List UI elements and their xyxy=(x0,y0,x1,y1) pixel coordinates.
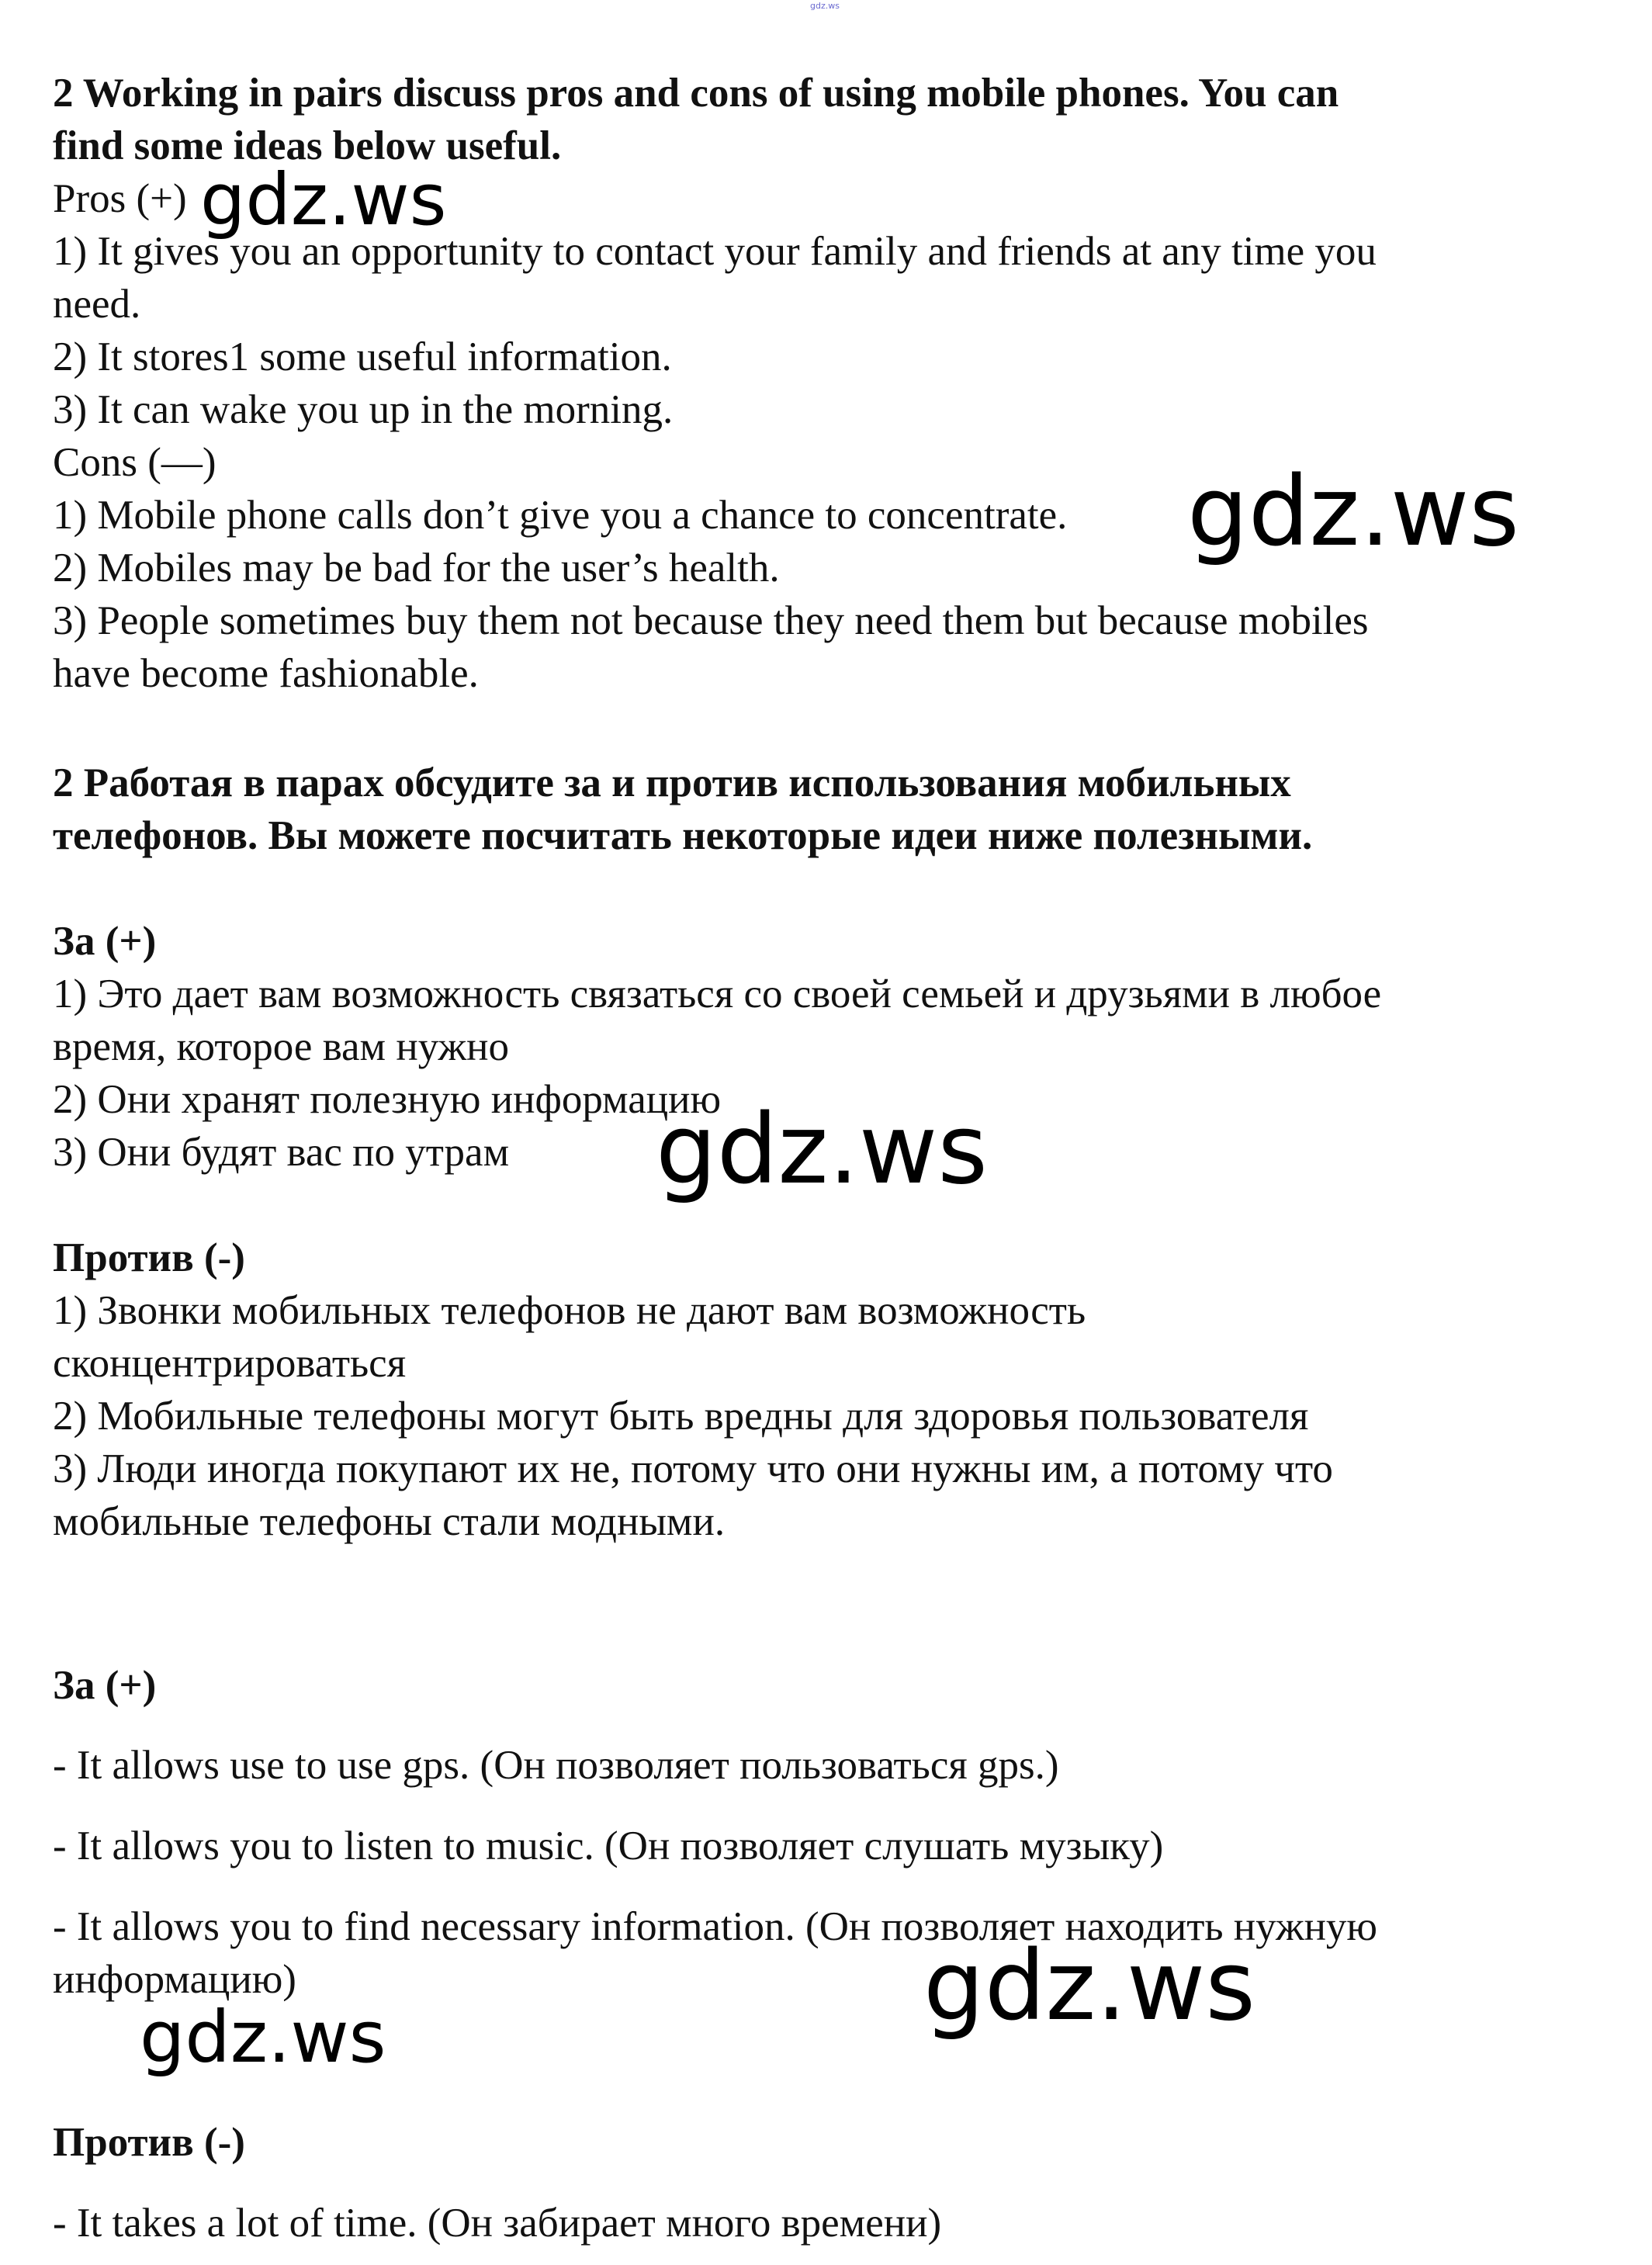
english-task-title-line-2: find some ideas below useful. xyxy=(53,123,562,168)
extra-cons-item: - It takes a lot of time. (Он забирает много времени) xyxy=(53,2201,942,2246)
english-cons-item: 3) People sometimes buy them not because they need them but because mobiles xyxy=(53,598,1369,643)
russian-cons-item: 2) Мобильные телефоны могут быть вредны для здоровья пользователя xyxy=(53,1394,1309,1439)
watermark: gdz.ws xyxy=(140,1996,386,2079)
russian-cons-item: 3) Люди иногда покупают их не, потому что они нужны им, а потому что xyxy=(53,1446,1333,1491)
extra-pros-heading: За (+) xyxy=(53,1663,157,1708)
watermark: gdz.ws xyxy=(1187,456,1519,568)
watermark: gdz.ws xyxy=(923,1931,1255,2042)
russian-pros-heading: За (+) xyxy=(53,919,157,964)
english-pros-heading: Pros (+) xyxy=(53,176,187,221)
watermark: gdz.ws xyxy=(200,158,447,241)
russian-task-title-line-2: телефонов. Вы можете посчитать некоторые идеи ниже полезными. xyxy=(53,813,1313,858)
watermark: gdz.ws xyxy=(656,1094,988,1206)
english-cons-item: have become fashionable. xyxy=(53,651,479,696)
header-watermark: gdz.ws xyxy=(810,1,840,11)
english-pros-item: 3) It can wake you up in the morning. xyxy=(53,387,674,432)
russian-pros-item: время, которое вам нужно xyxy=(53,1024,509,1069)
english-task-title-line-1: 2 Working in pairs discuss pros and cons of using mobile phones. You can xyxy=(53,71,1339,116)
english-pros-item: need. xyxy=(53,282,141,327)
russian-task-title-line-1: 2 Работая в парах обсудите за и против использования мобильных xyxy=(53,760,1291,805)
english-cons-heading: Cons (—) xyxy=(53,440,216,485)
russian-cons-item: 1) Звонки мобильных телефонов не дают вам возможность xyxy=(53,1288,1086,1333)
extra-cons-heading: Против (-) xyxy=(53,2120,245,2165)
english-cons-item: 1) Mobile phone calls don’t give you a chance to concentrate. xyxy=(53,493,1068,538)
english-cons-item: 2) Mobiles may be bad for the user’s health. xyxy=(53,545,780,590)
russian-pros-item: 1) Это дает вам возможность связаться со своей семьей и друзьями в любое xyxy=(53,971,1382,1016)
english-pros-item: 1) It gives you an opportunity to contact your family and friends at any time you xyxy=(53,229,1377,274)
extra-pros-item: - It allows use to use gps. (Он позволяет пользоваться gps.) xyxy=(53,1743,1059,1788)
russian-cons-item: сконцентрироваться xyxy=(53,1341,407,1386)
russian-pros-item: 3) Они будят вас по утрам xyxy=(53,1130,510,1175)
russian-cons-item: мобильные телефоны стали модными. xyxy=(53,1499,726,1544)
extra-pros-item: - It allows you to find necessary information. (Он позволяет находить нужную xyxy=(53,1904,1378,1949)
russian-cons-heading: Против (-) xyxy=(53,1235,245,1280)
russian-pros-item: 2) Они хранят полезную информацию xyxy=(53,1077,722,1122)
extra-pros-item: - It allows you to listen to music. (Он позволяет слушать музыку) xyxy=(53,1823,1164,1868)
english-pros-item: 2) It stores1 some useful information. xyxy=(53,334,672,379)
extra-pros-item: информацию) xyxy=(53,1957,296,2002)
